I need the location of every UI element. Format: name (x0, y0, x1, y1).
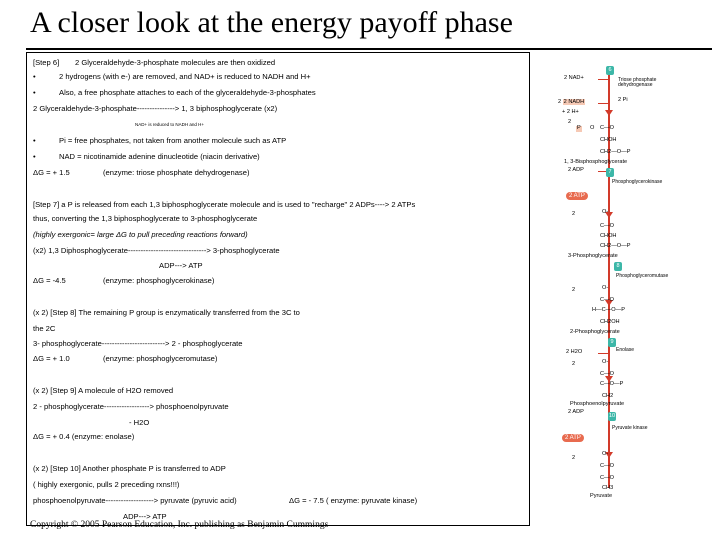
count-2: 2 (572, 455, 576, 461)
enzyme-phosphoglycerokinase: Phosphoglycerokinase (612, 179, 663, 185)
ch2-group: CH2 (602, 393, 614, 399)
ketone-group: C—O (600, 475, 614, 481)
enzyme-step6: (enzyme: triose phosphate dehydrogenase) (103, 168, 250, 177)
pi-input: 2 Pi (618, 97, 628, 103)
count-2: 2 (568, 119, 572, 125)
enzyme-triose: Triose phosphate dehydrogenase (618, 77, 657, 88)
proton-output: + 2 H+ (562, 109, 579, 115)
reaction-step10: phosphoenolpyruvate-------------------> pyruvate (pyruvic acid) (33, 496, 237, 505)
carbonyl-group: C—O (600, 371, 614, 377)
nad-definition: NAD = nicotinamide adenine dinucleotide (niacin derivative) (59, 152, 260, 161)
phosphate-icon: P (577, 125, 581, 131)
reaction-step8: 3- phosphoglycerate-------------------------> 2 - phosphoglycerate (33, 339, 243, 348)
choh-group: CHOH (600, 137, 617, 143)
atp-output-step7: 2 ATP (566, 192, 588, 200)
carboxylate-o: O- (602, 451, 609, 457)
count-2: 2 (572, 211, 576, 217)
enzyme-step7: (enzyme: phosphoglycerokinase) (103, 276, 215, 285)
step-badge-6: 6 (606, 66, 614, 75)
molecule-phosphoenolpyruvate: Phosphoenolpyruvate (570, 401, 625, 407)
step-badge-8: 8 (614, 262, 622, 271)
delta-g-step7: ΔG = -4.5 (33, 276, 66, 285)
reaction-step9: 2 - phosphoglycerate------------------> phosphoenolpyruvate (33, 402, 229, 411)
enzyme-pyruvate-kinase: Pyruvate kinase (612, 425, 648, 431)
delta-g-step8: ΔG = + 1.0 (33, 354, 70, 363)
step-badge-7: 7 (606, 168, 614, 177)
molecule-bisphosphoglycerate: 1, 3-Bisphosphoglycerate (564, 159, 628, 165)
delta-g-step10: ΔG = - 7.5 ( enzyme: pyruvate kinase) (289, 496, 418, 505)
carbonyl-group: C—O (600, 125, 614, 131)
oxygen-label: O (590, 125, 595, 131)
adp-atp-step7: ADP---> ATP (159, 261, 203, 270)
carboxylate-o: O- (602, 285, 609, 291)
enzyme-enolase: Enolase (616, 347, 635, 353)
step9-line1: (x 2) [Step 9] A molecule of H2O removed (33, 386, 174, 395)
step-badge-9: 9 (608, 338, 616, 347)
molecule-pyruvate: Pyruvate (590, 493, 613, 499)
adp-atp-step10: ADP---> ATP (123, 512, 167, 521)
pathway-diagram (528, 52, 714, 532)
reaction-step6: 2 Glyceraldehyde-3-phosphate---------------> 1, 3 biphosphoglycerate (x2) (33, 104, 278, 113)
bullet-dot: • (33, 136, 36, 145)
hcop-group: H—C—O—P (592, 307, 625, 313)
step7-line1: [Step 7] a P is released from each 1,3 biphosphoglycerate molecule and is used to "recharge" 2 ADPs----> 2 ATPs (33, 200, 416, 209)
carbonyl-group: C—O (600, 463, 614, 469)
cop-group: C—O—P (600, 381, 624, 387)
bullet-hydrogens: 2 hydrogens (with e-) are removed, and NAD+ is reduced to NADH and H+ (59, 72, 311, 81)
bullet-phosphate: Also, a free phosphate attaches to each of the glyceraldehyde-3-phosphates (59, 88, 316, 97)
delta-g-step6: ΔG = + 1.5 (33, 168, 70, 177)
nadh-highlight: 2 NADH (563, 99, 585, 105)
ch2oh-group: CH2OH (600, 319, 620, 325)
water-removed-step9: - H2O (129, 418, 150, 427)
step10-line1: (x 2) [Step 10] Another phosphate P is transferred to ADP (33, 464, 226, 473)
water-output: 2 H2O (566, 349, 583, 355)
count-2: 2 (572, 287, 576, 293)
slide-title: A closer look at the energy payoff phase (30, 6, 513, 39)
step6-text: 2 Glyceraldehyde-3-phosphate molecules are then oxidized (75, 58, 276, 67)
carboxylate-o: O- (602, 359, 609, 365)
adp-input-step7: 2 ADP (568, 167, 584, 173)
ch3-group: CH3 (602, 485, 614, 491)
bullet-dot: • (33, 152, 36, 161)
enzyme-step8: (enzyme: phosphoglyceromutase) (103, 354, 218, 363)
branch-tick (598, 353, 608, 354)
atp-output-step10: 2 ATP (562, 434, 584, 442)
ch2op-group: CH2—O—P (600, 149, 631, 155)
step6-label: [Step 6] (33, 58, 60, 67)
step8-line2: the 2C (33, 324, 56, 333)
nad-input: 2 NAD+ (564, 75, 584, 81)
enzyme-phosphoglyceromutase: Phosphoglyceromutase (616, 273, 669, 279)
step10-line2: ( highly exergonic, pulls 2 preceding rxns!!!) (33, 480, 180, 489)
copyright-footer: Copyright © 2005 Pearson Education, Inc. publishing as Benjamin Cummings (30, 520, 329, 530)
carbonyl-group: C—O (600, 223, 614, 229)
nadh-output: 2 2 NADH (558, 99, 585, 105)
adp-input-step10: 2 ADP (568, 409, 584, 415)
reaction-step7: (x2) 1,3 Diphosphoglycerate-------------------------------> 3-phosphoglycerate (33, 246, 280, 255)
carboxylate-o: O- (602, 209, 609, 215)
step7-note: (highly exergonic= large ΔG to pull preceding reactions forward) (33, 230, 248, 239)
count-2: 2 (572, 361, 576, 367)
branch-tick (598, 103, 608, 104)
molecule-3-phosphoglycerate: 3-Phosphoglycerate (568, 253, 618, 259)
branch-tick (598, 79, 608, 80)
carbonyl-group: C—O (600, 297, 614, 303)
notes-panel (26, 52, 530, 526)
step8-line1: (x 2) [Step 8] The remaining P group is enzymatically transferred from the 3C to (33, 308, 300, 317)
step7-line2: thus, converting the 1,3 biphosphoglycerate to 3-phosphoglycerate (33, 214, 258, 223)
arrow-head-icon (605, 110, 613, 116)
molecule-2-phosphoglycerate: 2-Phosphoglycerate (570, 329, 620, 335)
ch2op-group: CH2—O—P (600, 243, 631, 249)
bullet-dot: • (33, 72, 36, 81)
step-badge-10: 10 (608, 413, 616, 419)
bullet-dot: • (33, 88, 36, 97)
delta-g-step9: ΔG = + 0.4 (enzyme: enolase) (33, 432, 135, 441)
title-underline (26, 48, 712, 50)
nad-note: NAD+ is reduced to NADH and H+ (135, 122, 205, 127)
pi-definition: Pi = free phosphates, not taken from another molecule such as ATP (59, 136, 287, 145)
choh-group: CHOH (600, 233, 617, 239)
